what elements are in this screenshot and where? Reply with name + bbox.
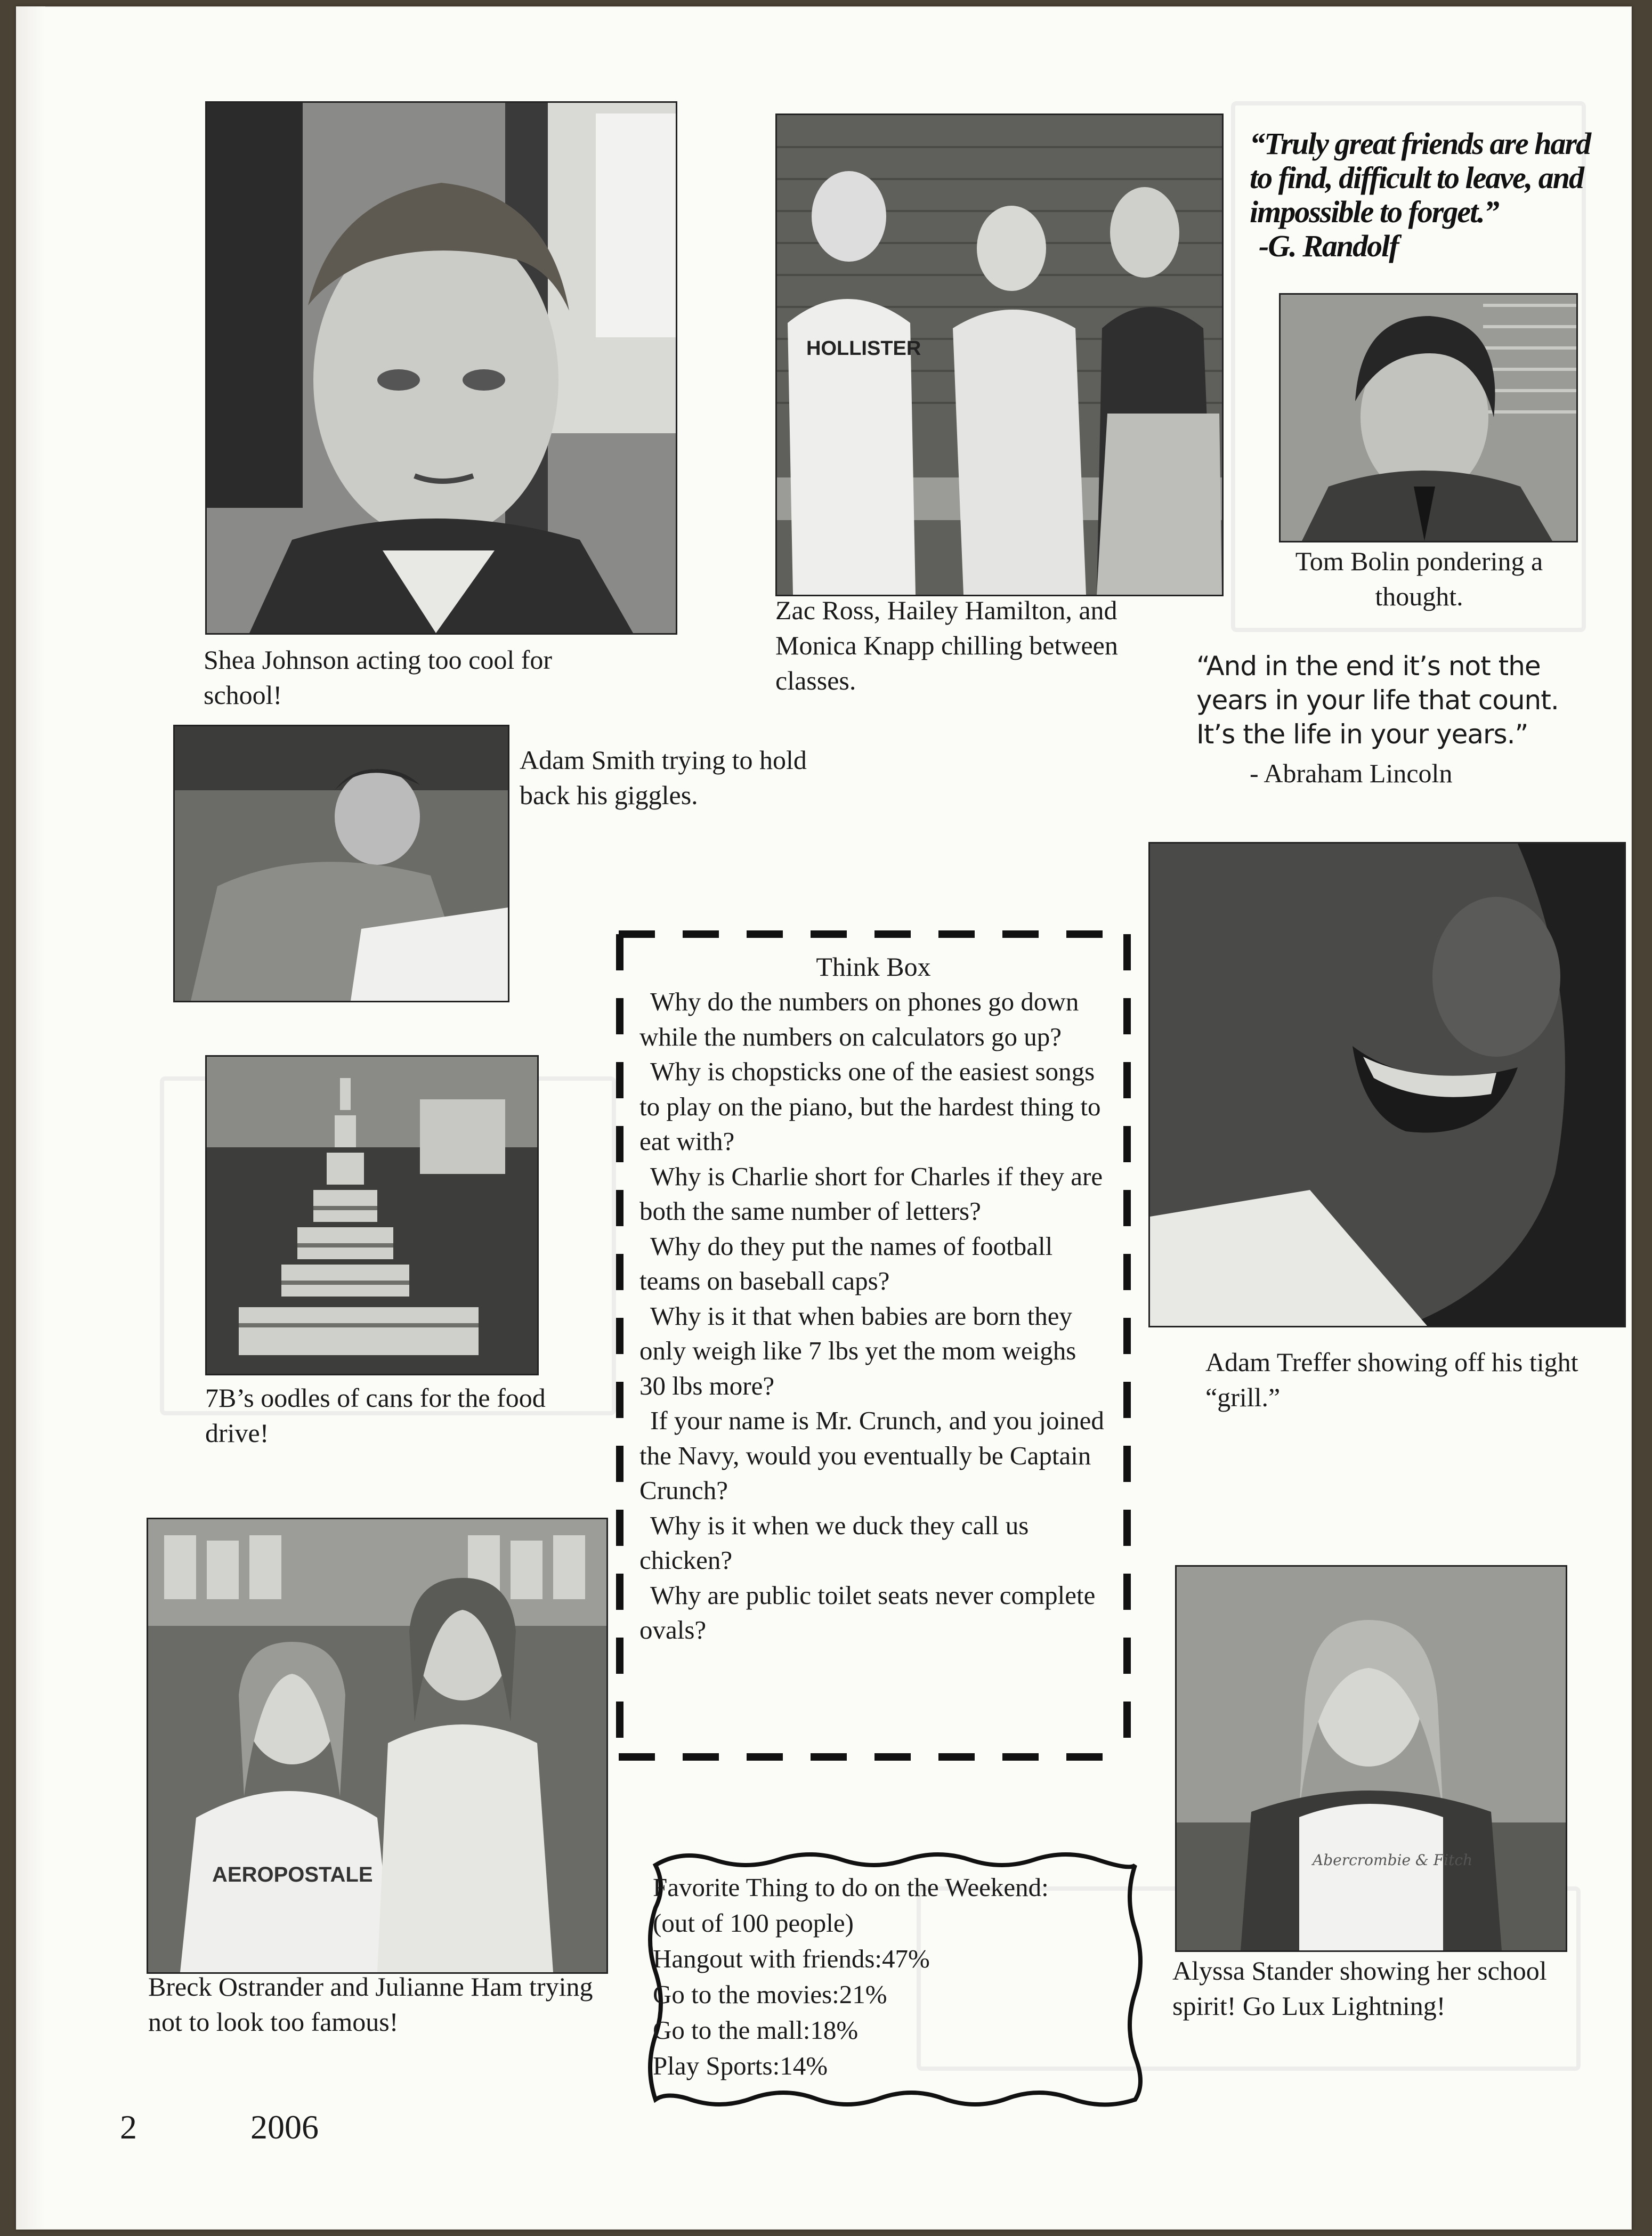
page-binding-edge (16, 6, 45, 2229)
think-box-question: Why do they put the names of football teams on baseball caps? (639, 1231, 1053, 1295)
page-number: 2 (120, 2108, 137, 2146)
photo-breck-julianne (147, 1518, 608, 1974)
think-box-question: If your name is Mr. Crunch, and you joined the Navy, would you eventually be Captain Crunch? (639, 1406, 1104, 1505)
quote-randolf-author: -G. Randolf (1259, 229, 1398, 263)
favorite-thing-text (653, 1869, 1132, 2084)
quote-lincoln-author: - Abraham Lincoln (1250, 758, 1453, 788)
think-box-question: Why is chopsticks one of the easiest songs to play on the piano, but the hardest thing to eat with? (639, 1057, 1101, 1156)
quote-randolf: “Truly great friends are hard to find, difficult to leave, and impossible to forget.” (1250, 126, 1591, 229)
caption-tom-bolin: Tom Bolin pondering a thought. (1295, 546, 1543, 611)
think-box-title: Think Box (816, 952, 931, 982)
think-box-questions (639, 984, 1108, 1648)
think-box-question: Why are public toilet seats never complete ovals? (639, 1580, 1096, 1644)
caption-breck-julianne: Breck Ostrander and Julianne Ham trying not to look too famous! (148, 1972, 593, 2037)
photo-shea-johnson (205, 101, 677, 635)
caption-adam-smith: Adam Smith trying to hold back his giggles. (520, 745, 807, 810)
photo-adam-smith (173, 725, 509, 1002)
favorite-thing-box (639, 1844, 1146, 2110)
photo-zac-hailey-monica (775, 114, 1224, 596)
favorite-row: Go to the movies:21% (653, 1980, 887, 2009)
caption-food-drive: 7B’s oodles of cans for the food drive! (205, 1383, 546, 1448)
caption-zac-hailey-monica: Zac Ross, Hailey Hamilton, and Monica Knapp chilling between classes. (775, 595, 1118, 695)
footer-year: 2006 (250, 2108, 319, 2146)
quote-lincoln: “And in the end it’s not the years in your life that count. It’s the life in your years.” (1196, 651, 1559, 750)
think-box-question: Why is it when we duck they call us chicken? (639, 1510, 1029, 1575)
favorite-row: Hangout with friends:47% (653, 1944, 930, 1973)
think-box (616, 930, 1131, 1761)
favorite-row: Go to the mall:18% (653, 2015, 859, 2045)
photo-tom-bolin (1279, 293, 1578, 542)
shirt-print-aeropostale: AEROPOSTALE (212, 1863, 373, 1886)
caption-alyssa-stander: Alyssa Stander showing her school spirit! Go Lux Lightning! (1172, 1956, 1547, 2021)
shirt-print-abercrombie: Abercrombie & Fitch (1313, 1851, 1473, 1869)
favorite-row: Play Sports:14% (653, 2051, 828, 2080)
caption-shea-johnson: Shea Johnson acting too cool for school! (204, 645, 553, 710)
photo-food-drive-cans (205, 1055, 539, 1375)
favorite-title: Favorite Thing to do on the Weekend: (653, 1873, 1049, 1902)
shirt-print-hollister: HOLLISTER (806, 337, 921, 360)
think-box-question: Why is Charlie short for Charles if they are both the same number of letters? (639, 1161, 1103, 1226)
photo-alyssa-stander (1175, 1565, 1567, 1952)
photo-adam-treffer (1148, 842, 1626, 1327)
think-box-question: Why is it that when babies are born they only weigh like 7 lbs yet the mom weighs 30 lbs more? (639, 1301, 1076, 1400)
favorite-subtitle: (out of 100 people) (653, 1908, 854, 1938)
caption-adam-treffer: Adam Treffer showing off his tight “grill.” (1205, 1347, 1578, 1412)
think-box-question: Why do the numbers on phones go down while the numbers on calculators go up? (639, 987, 1079, 1051)
